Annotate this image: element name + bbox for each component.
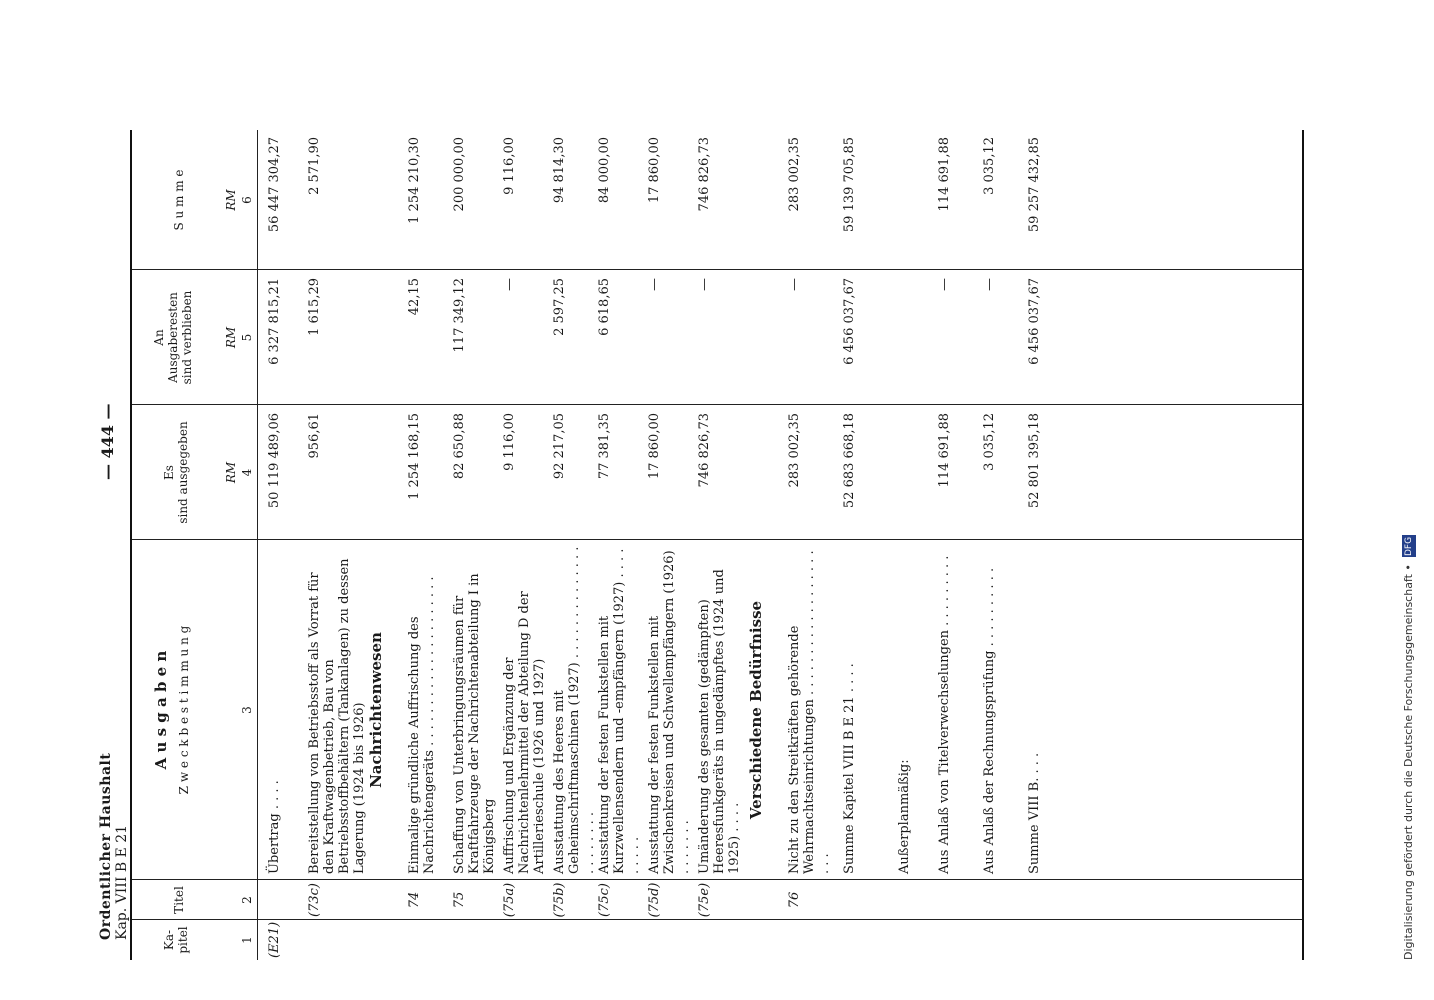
table-row: [452, 130, 502, 960]
remaining-cell: 2 597,25: [552, 278, 567, 336]
purpose-cell: Summe Kapitel VIII B E 21 . . . .: [842, 663, 857, 874]
col-header-summe: S u m m e: [172, 169, 186, 231]
table-row: [597, 130, 647, 960]
titel-cell: (75b): [552, 882, 567, 918]
chapter-label: Kap. VIII B E 21: [114, 824, 130, 940]
unit-label: RM: [224, 461, 238, 484]
purpose-cell: Einmalige gründliche Auffrischung des Nachrichtengeräts . . . . . . . . . . . . . . . . . . . . .: [407, 576, 437, 874]
table-row: [367, 130, 407, 960]
col-number: 6: [240, 196, 254, 204]
sum-cell: 114 691,88: [937, 137, 952, 212]
col-header-ausgaben: A u s g a b e n: [152, 650, 170, 770]
sum-cell: 9 116,00: [502, 137, 517, 195]
spent-cell: 746 826,73: [697, 413, 712, 488]
expenditure-table: [130, 130, 1304, 960]
remaining-cell: —: [502, 278, 517, 291]
purpose-cell: Außerplanmäßig:: [897, 759, 912, 874]
sum-cell: 94 814,30: [552, 137, 567, 204]
titel-cell: 75: [452, 891, 467, 909]
purpose-cell: Ausstattung des Heeres mit Geheimschriftmaschinen (1927) . . . . . . . . . . . . . . . . . . . . . .: [552, 546, 597, 874]
spent-cell: 114 691,88: [937, 413, 952, 488]
titel-cell: (75d): [647, 882, 662, 918]
remaining-cell: —: [787, 278, 802, 291]
remaining-cell: 6 456 037,67: [842, 278, 857, 365]
unit-label: RM: [224, 326, 238, 349]
col-header-zweck: Z w e c k b e s t i m m u n g: [177, 625, 191, 795]
dfg-logo: DFG: [1404, 536, 1414, 556]
remaining-cell: 6 327 815,21: [267, 278, 282, 365]
table-row: [787, 130, 842, 960]
remaining-cell: 42,15: [407, 278, 422, 316]
remaining-cell: —: [982, 278, 997, 291]
purpose-cell: Ausstattung der festen Funkstellen mit Zwischenkreisen und Schwellempfängern (1926) . . . . . . .: [647, 550, 692, 874]
table-row: [502, 130, 552, 960]
unit-label: RM: [224, 189, 238, 211]
purpose-cell: Umänderung des gesamten (gedämpften) Heeresfunkgeräts in ungedämpftes (1924 und 1925) . . . .: [697, 569, 742, 874]
spent-cell: 52 801 395,18: [1027, 413, 1042, 509]
table-row: [697, 130, 747, 960]
col-number: 4: [240, 468, 254, 477]
budget-title: Ordentlicher Haushalt: [98, 752, 114, 940]
page-header: [98, 753, 130, 940]
purpose-cell: Verschiedene Bedürfnisse: [747, 600, 765, 820]
sum-cell: 200 000,00: [452, 137, 467, 212]
purpose-cell: Nicht zu den Streitkräften gehörende Wehrmachtseinrichtungen . . . . . . . . . . . . . . . . . . . . .: [787, 550, 832, 874]
table-row: [552, 130, 597, 960]
sum-cell: 3 035,12: [982, 137, 997, 195]
sum-cell: 1 254 210,30: [407, 137, 422, 224]
rotated-page: [60, 100, 1360, 1000]
purpose-cell: Übertrag . . . .: [267, 780, 282, 874]
digitization-text: Digitalisierung gefördert durch die Deutsche Forschungsgemeinschaft •: [1402, 564, 1415, 960]
spent-cell: 3 035,12: [982, 413, 997, 471]
remaining-cell: 1 615,29: [307, 278, 322, 336]
col-header-ausgegeben: Es sind ausgegeben: [162, 421, 190, 524]
purpose-cell: Summe VIII B. . . .: [1027, 752, 1042, 874]
table-row: [897, 130, 937, 960]
spent-cell: 50 119 489,06: [267, 413, 282, 509]
table-row: [307, 130, 367, 960]
purpose-cell: Auffrischung und Ergänzung der Nachrichtenlehrmittel der Abteilung D der Artillerieschule (1926 und 1927): [502, 591, 547, 874]
remaining-cell: —: [647, 278, 662, 291]
spent-cell: 17 860,00: [647, 413, 662, 480]
purpose-cell: Bereitstellung von Betriebsstoff als Vorrat für den Kraftwagenbetrieb, Bau von Betriebsstoffbehältern (Tankanlagen) zu dessen Lagerung (1924 bis 1926): [307, 558, 367, 874]
sum-cell: 59 139 705,85: [842, 137, 857, 233]
col-number: 3: [240, 706, 254, 714]
sum-cell: 283 002,35: [787, 137, 802, 212]
sum-cell: 84 000,00: [597, 137, 612, 204]
spent-cell: 92 217,05: [552, 413, 567, 480]
table-row: [747, 130, 787, 960]
remaining-cell: 6 618,65: [597, 278, 612, 336]
kapitel-cell: (E21): [267, 921, 282, 958]
remaining-cell: 117 349,12: [452, 278, 467, 353]
table-row: [1027, 130, 1082, 960]
col-header-kapitel: Ka- pitel: [162, 926, 190, 954]
spent-cell: 52 683 668,18: [842, 413, 857, 509]
spent-cell: 956,61: [307, 413, 322, 459]
table-row: [982, 130, 1027, 960]
titel-cell: (75c): [597, 883, 612, 917]
col-header-ausgabereste: An Ausgaberesten sind verblieben: [152, 290, 194, 385]
col-header-titel: Titel: [172, 886, 186, 914]
purpose-cell: Nachrichtenwesen: [367, 632, 385, 788]
sum-cell: 56 447 304,27: [267, 137, 282, 233]
titel-cell: 74: [407, 891, 422, 909]
sum-cell: 59 257 432,85: [1027, 137, 1042, 233]
digitization-note: [1402, 40, 1422, 960]
sum-cell: 746 826,73: [697, 137, 712, 212]
table-row: [407, 130, 452, 960]
page-number: — 444 —: [98, 403, 117, 480]
spent-cell: 82 650,88: [452, 413, 467, 480]
col-number: 5: [240, 333, 254, 342]
purpose-cell: Aus Anlaß von Titelverwechselungen . . . . . . . . .: [937, 555, 952, 874]
titel-cell: (73c): [307, 883, 322, 917]
col-number: 2: [240, 896, 254, 904]
spent-cell: 77 381,35: [597, 413, 612, 480]
remaining-cell: 6 456 037,67: [1027, 278, 1042, 365]
table-row: [647, 130, 697, 960]
purpose-cell: Ausstattung der festen Funkstellen mit Kurzwellensendern und -empfängern (1927) . . . . . . . . .: [597, 548, 642, 874]
remaining-cell: —: [697, 278, 712, 291]
col-number: 1: [240, 936, 254, 944]
table-row: [842, 130, 897, 960]
table-row: [267, 130, 307, 960]
spent-cell: 9 116,00: [502, 413, 517, 471]
spent-cell: 1 254 168,15: [407, 413, 422, 500]
header-divider: [257, 130, 258, 960]
titel-cell: (75e): [697, 882, 712, 918]
purpose-cell: Aus Anlaß der Rechnungsprüfung . . . . . . . . . .: [982, 567, 997, 874]
spent-cell: 283 002,35: [787, 413, 802, 488]
titel-cell: 76: [787, 891, 802, 909]
titel-cell: (75a): [502, 882, 517, 918]
sum-cell: 17 860,00: [647, 137, 662, 204]
purpose-cell: Schaffung von Unterbringungsräumen für Kraftfahrzeuge der Nachrichtenabteilung I in Königsberg: [452, 573, 497, 874]
sum-cell: 2 571,90: [307, 137, 322, 195]
table-row: [937, 130, 982, 960]
remaining-cell: —: [937, 278, 952, 291]
